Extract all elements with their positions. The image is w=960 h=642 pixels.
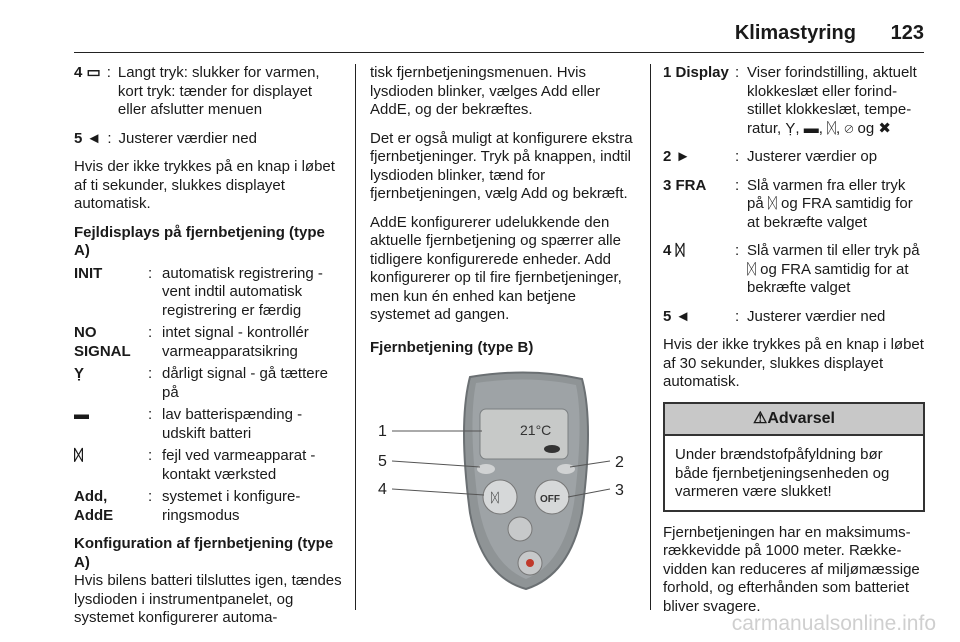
- warning-text: Under brændstofpåfyldning bør både fjernbetjeningsenheden og varmeren være slukket!: [675, 446, 890, 500]
- error-row: Ỵ : dårligt signal - gå tættere på: [74, 365, 344, 402]
- left-arrow-button[interactable]: [477, 464, 495, 474]
- key-label: 4 ᛞ: [663, 242, 685, 259]
- column-2: [370, 64, 638, 595]
- remote-figure: [370, 363, 640, 595]
- paragraph: Hvis bilens batteri tilsluttes igen, tændes lysdioden i instrumentpanelet, og systemet konfigurerer automa-: [74, 572, 342, 626]
- warning-title: ⚠Advarsel: [665, 404, 923, 437]
- key-description: Slå varmen fra eller tryk på ᛞ og FRA samtidig for at bekræfte valget: [747, 176, 913, 231]
- right-arrow-button[interactable]: [557, 464, 575, 474]
- page-title: Klimastyring: [734, 22, 856, 44]
- error-text: intet signal - kontrollér varmeapparatsikring: [162, 324, 309, 360]
- callout-label: 1: [378, 423, 387, 440]
- error-row: INIT : automatisk registrering - vent indtil automatisk registrering er færdig: [74, 265, 344, 321]
- error-code: INIT: [74, 264, 103, 282]
- error-row: ᛞ : fejl ved varmeapparat - kontakt værksted: [74, 447, 344, 484]
- key-row: 4 ᛞ : Slå varmen til eller tryk på ᛞ og FRA samtidig for at bekræfte valget: [663, 242, 925, 298]
- key-row: [74, 64, 344, 120]
- colon: :: [106, 64, 111, 81]
- error-text: automatisk registrering - vent indtil automatisk registrering er færdig: [162, 264, 323, 319]
- battery-icon: ▬: [74, 406, 89, 423]
- display-temperature: 21°C: [520, 422, 552, 438]
- header-rule: [74, 52, 924, 53]
- key-row: 3 FRA : Slå varmen fra eller tryk på ᛞ og FRA samtidig for at bekræfte valget: [663, 177, 925, 233]
- error-text: dårligt signal - gå tættere på: [162, 365, 328, 401]
- key-label: 5 ◄: [74, 129, 102, 147]
- watermark: carmanualsonline.info: [731, 612, 936, 635]
- error-row: NO SIGNAL : intet signal - kontrollér varmeapparatsikring: [74, 324, 344, 361]
- key-description: Justerer værdier ned: [118, 129, 257, 147]
- key-label: 1 Display: [663, 64, 729, 81]
- off-button-label: OFF: [540, 494, 560, 505]
- paragraph: AddE konfigurerer udelukkende den aktuelle fjernbetjening og spærrer alle tidligere konfigurerede enheder. Add konfigurerer op til fire fjernbetjeninger, men kun én enhed kan betjene systemet ad gangen.: [370, 213, 622, 323]
- signal-icon: Ỵ: [74, 365, 85, 382]
- paragraph: Hvis der ikke trykkes på en knap i løbet af ti sekunder, slukkes displayet automatisk.: [74, 158, 335, 212]
- error-text: fejl ved varmeapparat - kontakt værksted: [162, 447, 316, 483]
- paragraph: Fjernbetjeningen har en maksimumsrækkevidde på 1000 meter. Rækkevidden kan reduceres af miljømæssige forhold, og efterhånden som batteriet bliver svagere.: [663, 523, 920, 615]
- section-heading: Fjernbetjening (type B): [370, 338, 534, 356]
- column-3: [663, 64, 925, 626]
- section-heading: Fejldisplays på fjernbetjening (type A): [74, 223, 325, 259]
- key-description: Justerer værdier ned: [747, 307, 886, 325]
- key-label: 3 FRA: [663, 176, 707, 194]
- key-row: 5 ◄ : Justerer værdier ned: [663, 308, 925, 327]
- key-row: 2 ► : Justerer værdier op: [663, 148, 925, 167]
- error-code: NO SIGNAL: [74, 324, 131, 360]
- error-text: systemet i konfigureringsmodus: [162, 488, 301, 524]
- key-description: Langt tryk: slukker for varmen, kort tryk: tænder for displayet eller afslutter menuen: [117, 64, 320, 118]
- page-header: [0, 0, 960, 52]
- column-1: [74, 64, 344, 638]
- paragraph: tisk fjernbetjeningsmenuen. Hvis lysdioden blinker, vælges Add eller AddE, og der bekræftes.: [370, 64, 601, 118]
- callout-label: 4: [378, 481, 387, 498]
- section-heading: Konfiguration af fjernbetjening (type A): [74, 535, 334, 571]
- column-divider: [650, 64, 651, 610]
- callout-label: 5: [378, 453, 387, 470]
- error-code: Add, AddE: [74, 488, 114, 524]
- key-row: 1 Display : Viser forindstilling, aktuelt klokkeslæt eller forindstillet klokkeslæt, temperatur, Ỵ, ▬, ᛞ, ⊘ og ✖: [663, 64, 925, 138]
- key-description: Viser forindstilling, aktuelt klokkeslæt eller forindstillet klokkeslæt, temperatur, Ỵ, ▬, ᛞ, ⊘ og ✖: [747, 64, 917, 137]
- warning-box: [663, 402, 925, 512]
- remote-illustration: [370, 363, 640, 595]
- colon: :: [107, 129, 112, 147]
- callout-label: 2: [615, 454, 624, 471]
- error-row: ▬ : lav batterispænding - udskift batteri: [74, 406, 344, 443]
- key-description: Slå varmen til eller tryk på ᛞ og FRA samtidig for at bekræfte valget: [747, 242, 920, 296]
- key-label: 2 ►: [663, 148, 691, 165]
- heat-button[interactable]: [483, 480, 517, 514]
- key-row: [74, 130, 344, 149]
- key-label: 4 ▭: [74, 64, 101, 81]
- key-description: Justerer værdier op: [747, 148, 878, 165]
- paragraph: Hvis der ikke trykkes på en knap i løbet af 30 sekunder, slukkes displayet automatisk.: [663, 336, 924, 390]
- column-divider: [355, 64, 356, 610]
- paragraph: Det er også muligt at konfigurere ekstra fjernbetjeninger. Tryk på knappen, indtil lysdioden blinker, tænd for fjernbetjeningen, vælg Add og bekræft.: [370, 129, 633, 202]
- callout-label: 3: [615, 482, 624, 499]
- svg-text:ᛞ: ᛞ: [491, 490, 499, 505]
- key-label: 5 ◄: [663, 307, 691, 325]
- error-row: Add, AddE : systemet i konfigureringsmodus: [74, 488, 344, 525]
- error-text: lav batterispænding - udskift batteri: [162, 406, 303, 442]
- heater-icon: ᛞ: [74, 447, 84, 464]
- page-number: 123: [890, 22, 924, 44]
